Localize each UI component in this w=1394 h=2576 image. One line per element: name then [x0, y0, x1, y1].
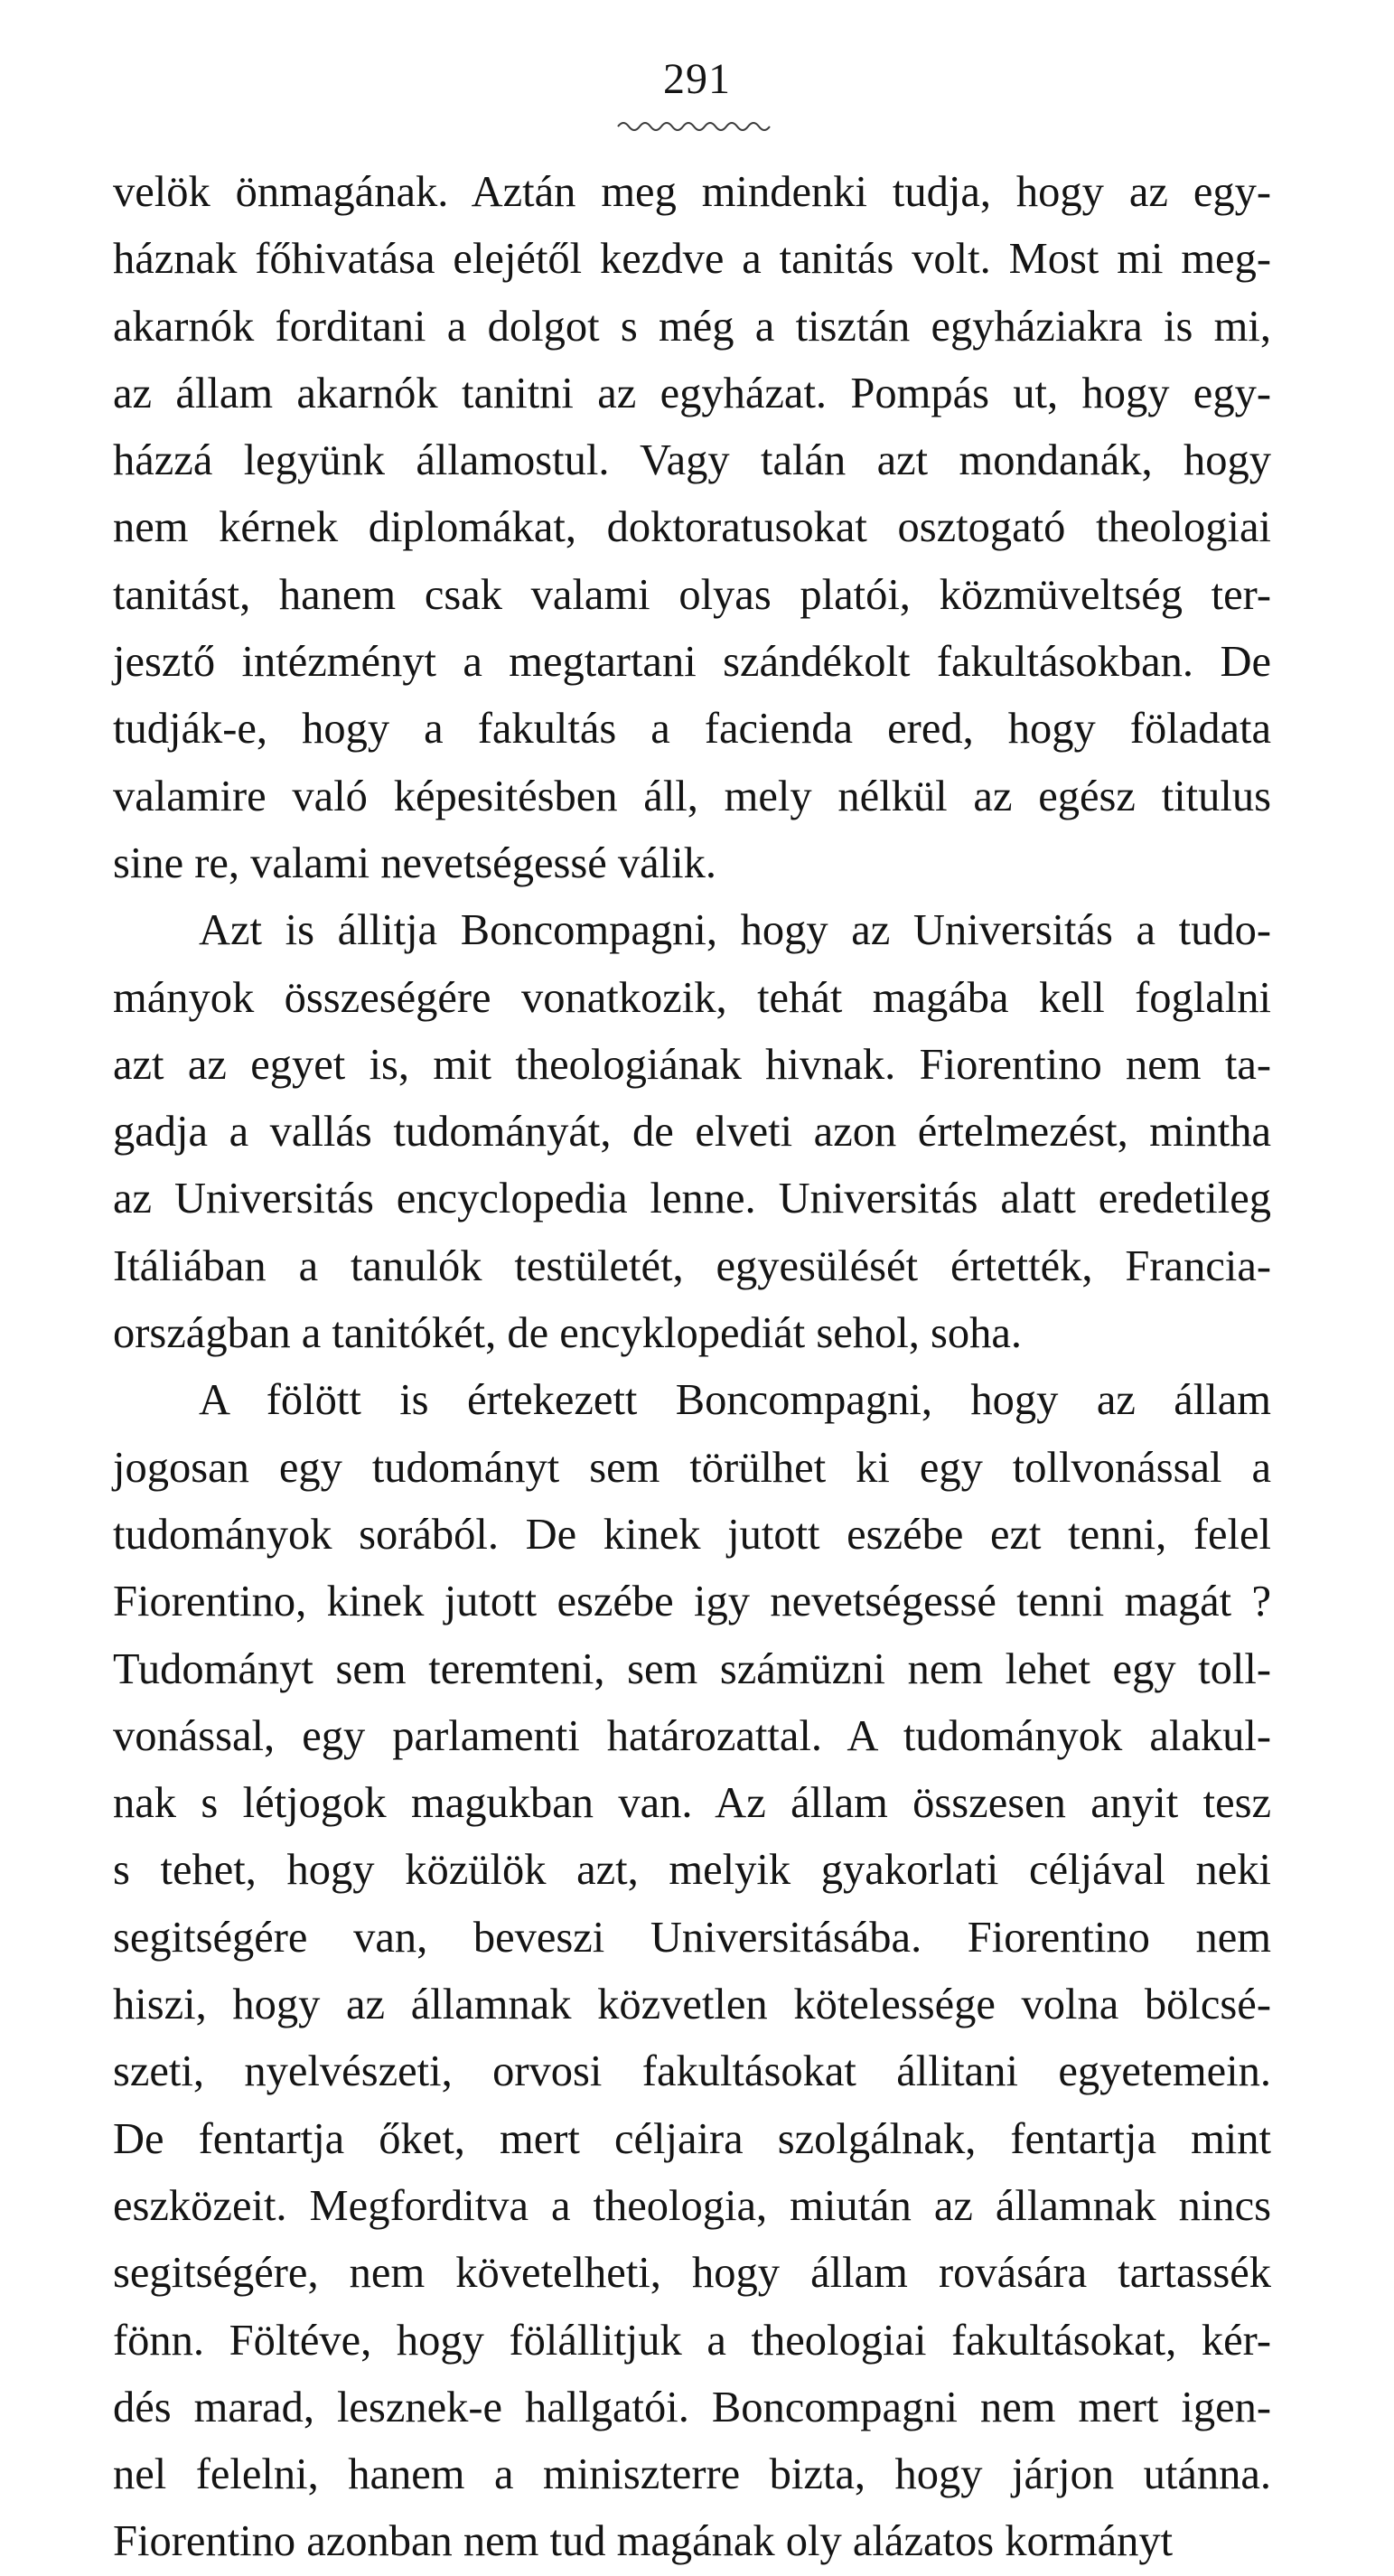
text-line: sine re, valami nevetségessé válik.	[113, 838, 716, 887]
page-number-ornament	[614, 114, 777, 134]
text-line: háznak főhivatása elejétől kezdve a tanitás volt. Most mi meg-	[113, 235, 1271, 284]
text-line: országban a tanitókét, de encyklopediát sehol, soha.	[113, 1309, 1023, 1358]
text-line: tudják-e, hogy a fakultás a facienda ered, hogy föladata	[113, 705, 1271, 754]
body-text	[113, 159, 1271, 2576]
page-number: 291	[663, 55, 731, 103]
text-line: segitségére, nem követelheti, hogy állam rovására tartassék	[113, 2249, 1271, 2298]
text-line: segitségére van, beveszi Universitásába. Fiorentino nem	[113, 1913, 1271, 1962]
text-line: eszközeit. Megforditva a theologia, miután az államnak nincs	[113, 2181, 1271, 2230]
text-line: nak s létjogok magukban van. Az állam összesen anyit tesz	[113, 1779, 1271, 1828]
text-line: mányok összeségére vonatkozik, tehát magába kell foglalni	[113, 973, 1271, 1022]
text-line: s tehet, hogy közülök azt, melyik gyakorlati céljával neki	[113, 1846, 1271, 1895]
text-line: azt az egyet is, mit theologiának hivnak. Fiorentino nem ta-	[113, 1040, 1271, 1089]
text-line: Azt is állitja Boncompagni, hogy az Universitás a tudo-	[199, 906, 1271, 955]
text-line: házzá legyünk államostul. Vagy talán azt mondanák, hogy	[113, 436, 1271, 485]
text-line: jesztő intézményt a megtartani szándékolt fakultásokban. De	[113, 638, 1271, 687]
text-line: tudományok sorából. De kinek jutott eszébe ezt tenni, felel	[113, 1510, 1271, 1559]
text-line: az Universitás encyclopedia lenne. Universitás alatt eredetileg	[113, 1175, 1271, 1223]
text-line: valamire való képesitésben áll, mely nélkül az egész titulus	[113, 772, 1271, 820]
text-line: szeti, nyelvészeti, orvosi fakultásokat állitani egyetemein.	[113, 2047, 1271, 2096]
text-line: hiszi, hogy az államnak közvetlen kötelessége volna bölcsé-	[113, 1981, 1271, 2029]
text-line: velök önmagának. Aztán meg mindenki tudja, hogy az egy-	[113, 168, 1271, 216]
text-line: dés marad, lesznek-e hallgatói. Boncompagni nem mert igen-	[113, 2383, 1271, 2431]
text-line: vonással, egy parlamenti határozattal. A tudományok alakul-	[113, 1711, 1271, 1760]
text-line: Fiorentino, kinek jutott eszébe igy nevetségessé tenni magát ?	[113, 1578, 1271, 1626]
text-line: A fölött is értekezett Boncompagni, hogy az állam	[199, 1376, 1271, 1425]
text-line: jogosan egy tudományt sem törülhet ki egy tollvonással a	[113, 1443, 1271, 1492]
text-line: Tudományt sem teremteni, sem számüzni nem lehet egy toll-	[113, 1644, 1271, 1693]
text-line: az állam akarnók tanitni az egyházat. Pompás ut, hogy egy-	[113, 369, 1271, 417]
text-line: tanitást, hanem csak valami olyas platói, közmüveltség ter-	[113, 570, 1271, 619]
text-line: De fentartja őket, mert céljaira szolgálnak, fentartja mint	[113, 2114, 1271, 2163]
text-line: Fiorentino azonban nem tud magának oly alázatos kormányt	[113, 2517, 1174, 2566]
text-line: nel felelni, hanem a miniszterre bizta, hogy járjon utánna.	[113, 2450, 1271, 2499]
text-line: Itáliában a tanulók testületét, egyesülését értették, Francia-	[113, 1241, 1271, 1290]
text-line: gadja a vallás tudományát, de elveti azon értelmezést, mintha	[113, 1108, 1271, 1157]
text-line: nem kérnek diplomákat, doktoratusokat osztogató theologiai	[113, 503, 1271, 552]
text-line: fönn. Föltéve, hogy fölállitjuk a theologiai fakultásokat, kér-	[113, 2316, 1271, 2365]
text-line: akarnók forditani a dolgot s még a tisztán egyháziakra is mi,	[113, 302, 1271, 351]
